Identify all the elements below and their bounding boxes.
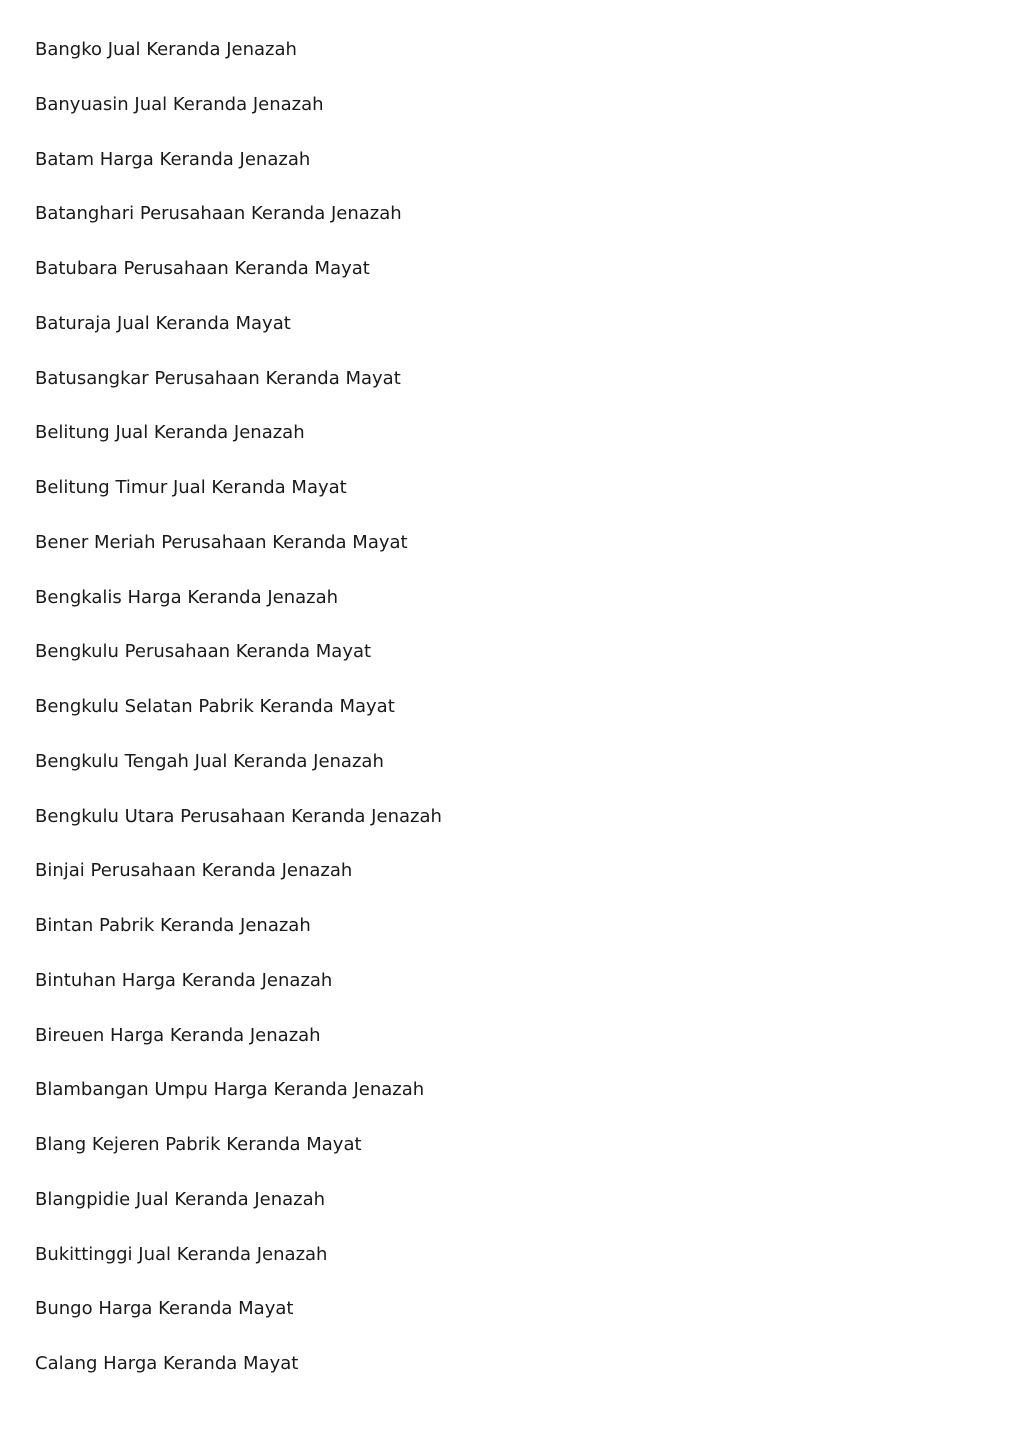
list-item: Bangko Jual Keranda Jenazah: [35, 39, 297, 60]
list-item: Batubara Perusahaan Keranda Mayat: [35, 258, 370, 279]
list-item: Bireuen Harga Keranda Jenazah: [35, 1024, 321, 1046]
list-item: Bengkulu Utara Perusahaan Keranda Jenazah: [35, 805, 442, 827]
list-item: Bungo Harga Keranda Mayat: [35, 1298, 294, 1320]
list-item: Bintuhan Harga Keranda Jenazah: [35, 969, 333, 991]
list-item: Blangpidie Jual Keranda Jenazah: [35, 1188, 326, 1210]
list-item: Bengkalis Harga Keranda Jenazah: [35, 586, 339, 608]
list-item: Banyuasin Jual Keranda Jenazah: [35, 93, 324, 115]
list-item: Blambangan Umpu Harga Keranda Jenazah: [35, 1079, 425, 1101]
list-item: Bintan Pabrik Keranda Jenazah: [35, 915, 311, 936]
list-item: Bengkulu Selatan Pabrik Keranda Mayat: [35, 696, 395, 717]
list-item: Bener Meriah Perusahaan Keranda Mayat: [35, 531, 408, 553]
list-item: Calang Harga Keranda Mayat: [35, 1353, 299, 1374]
list-item: Blang Kejeren Pabrik Keranda Mayat: [35, 1134, 362, 1155]
list-item: Bengkulu Perusahaan Keranda Mayat: [35, 641, 372, 663]
list-item: Bukittinggi Jual Keranda Jenazah: [35, 1243, 328, 1265]
entry-list: [35, 36, 442, 1405]
list-item: Binjai Perusahaan Keranda Jenazah: [35, 860, 353, 882]
list-item: Bengkulu Tengah Jual Keranda Jenazah: [35, 750, 384, 772]
list-item: Batusangkar Perusahaan Keranda Mayat: [35, 367, 401, 389]
list-item: Baturaja Jual Keranda Mayat: [35, 312, 291, 334]
list-item: Batanghari Perusahaan Keranda Jenazah: [35, 203, 402, 225]
list-item: Batam Harga Keranda Jenazah: [35, 148, 311, 170]
list-item: Belitung Timur Jual Keranda Mayat: [35, 477, 347, 498]
list-item: Belitung Jual Keranda Jenazah: [35, 422, 305, 444]
